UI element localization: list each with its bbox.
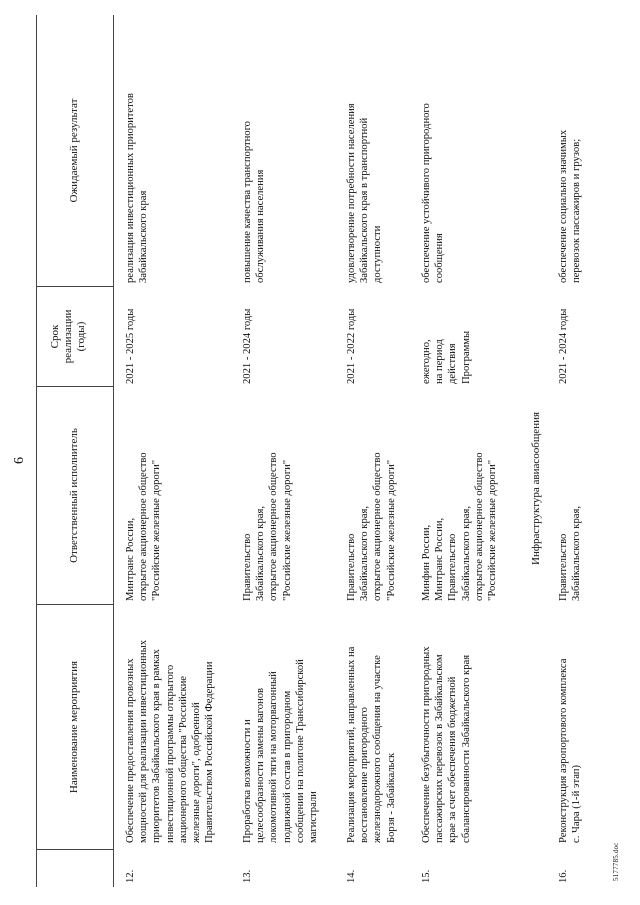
row-12-number: 12. — [125, 869, 136, 883]
row-13-executor: Правительство Забайкальского края, открытое акционерное общество "Российские железные дороги" — [242, 452, 293, 601]
row-13-term: 2021 - 2024 годы — [242, 308, 253, 384]
row-13-result: повышение качества транспортного обслуживания населения — [242, 121, 267, 283]
row-12-name: Обеспечение предоставления провозных мощностей для реализации инвестиционных приоритетов Забайкальского края в рамках инвестиционной программы открытого акционерного общества "Российские железные дороги", одобренной Правительством Российской Федерации — [125, 640, 216, 843]
row-15-number: 15. — [421, 869, 432, 883]
header-executor: Ответственный исполнитель — [68, 428, 80, 563]
row-12-term: 2021 - 2025 годы — [125, 308, 136, 384]
table-top-border — [36, 15, 37, 887]
row-14-name: Реализация мероприятий, направленных на восстановление пригородного железнодорожного сообщения на участке Борзя - Забайкальск — [346, 646, 397, 843]
row-15-executor: Минфин России, Минтранс России, Правительство Забайкальского края, открытое акционерное общество "Российские железные дороги" — [421, 452, 499, 601]
row-15-term: ежегодно, на период действия Программы — [421, 330, 472, 384]
row-16-name: Реконструкция аэропортового комплекса с. Чара (1-й этап) — [558, 658, 583, 843]
row-14-number: 14. — [346, 869, 357, 883]
row-13-name: Проработка возможности и целесообразности замены вагонов локомотивной тяги на моторвагонный подвижной состав в пригородном сообщении на полигоне Транссибирской магистрали — [242, 659, 320, 843]
footer-doc-code: 5177785.doc — [612, 842, 620, 881]
section-title: Инфраструктура авиасообщения — [530, 411, 542, 565]
header-result: Ожидаемый результат — [68, 98, 80, 203]
page-number: 6 — [12, 457, 27, 464]
row-16-number: 16. — [558, 869, 569, 883]
row-12-executor: Минтранс России, открытое акционерное общество "Российские железные дороги" — [125, 452, 163, 601]
row-12-result: реализация инвестиционных приоритетов Забайкальского края — [125, 93, 150, 283]
col-divider-num — [36, 849, 113, 850]
row-16-executor: Правительство Забайкальского края, — [558, 506, 583, 601]
row-15-name: Обеспечение безубыточности пригородных пассажирских перевозок в Забайкальском крае за счет обеспечения бюджетной сбалансированности Забайкальского края — [421, 646, 472, 843]
row-14-result: удовлетворение потребности населения Забайкальского края в транспортной доступности — [346, 103, 384, 283]
header-bottom-border — [113, 15, 114, 887]
row-15-result: обеспечение устойчивого пригородного сообщения — [421, 103, 446, 283]
row-16-term: 2021 - 2024 годы — [558, 308, 569, 384]
row-14-term: 2021 - 2022 годы — [346, 308, 357, 384]
row-13-number: 13. — [242, 869, 253, 883]
row-16-result: обеспечение социально значимых перевозок пассажиров и грузов; — [558, 129, 583, 283]
header-term: Срок реализации (годы) — [49, 309, 87, 364]
header-name: Наименование мероприятия — [68, 660, 80, 794]
row-14-executor: Правительство Забайкальского края, открытое акционерное общество "Российские железные дороги" — [346, 452, 397, 601]
